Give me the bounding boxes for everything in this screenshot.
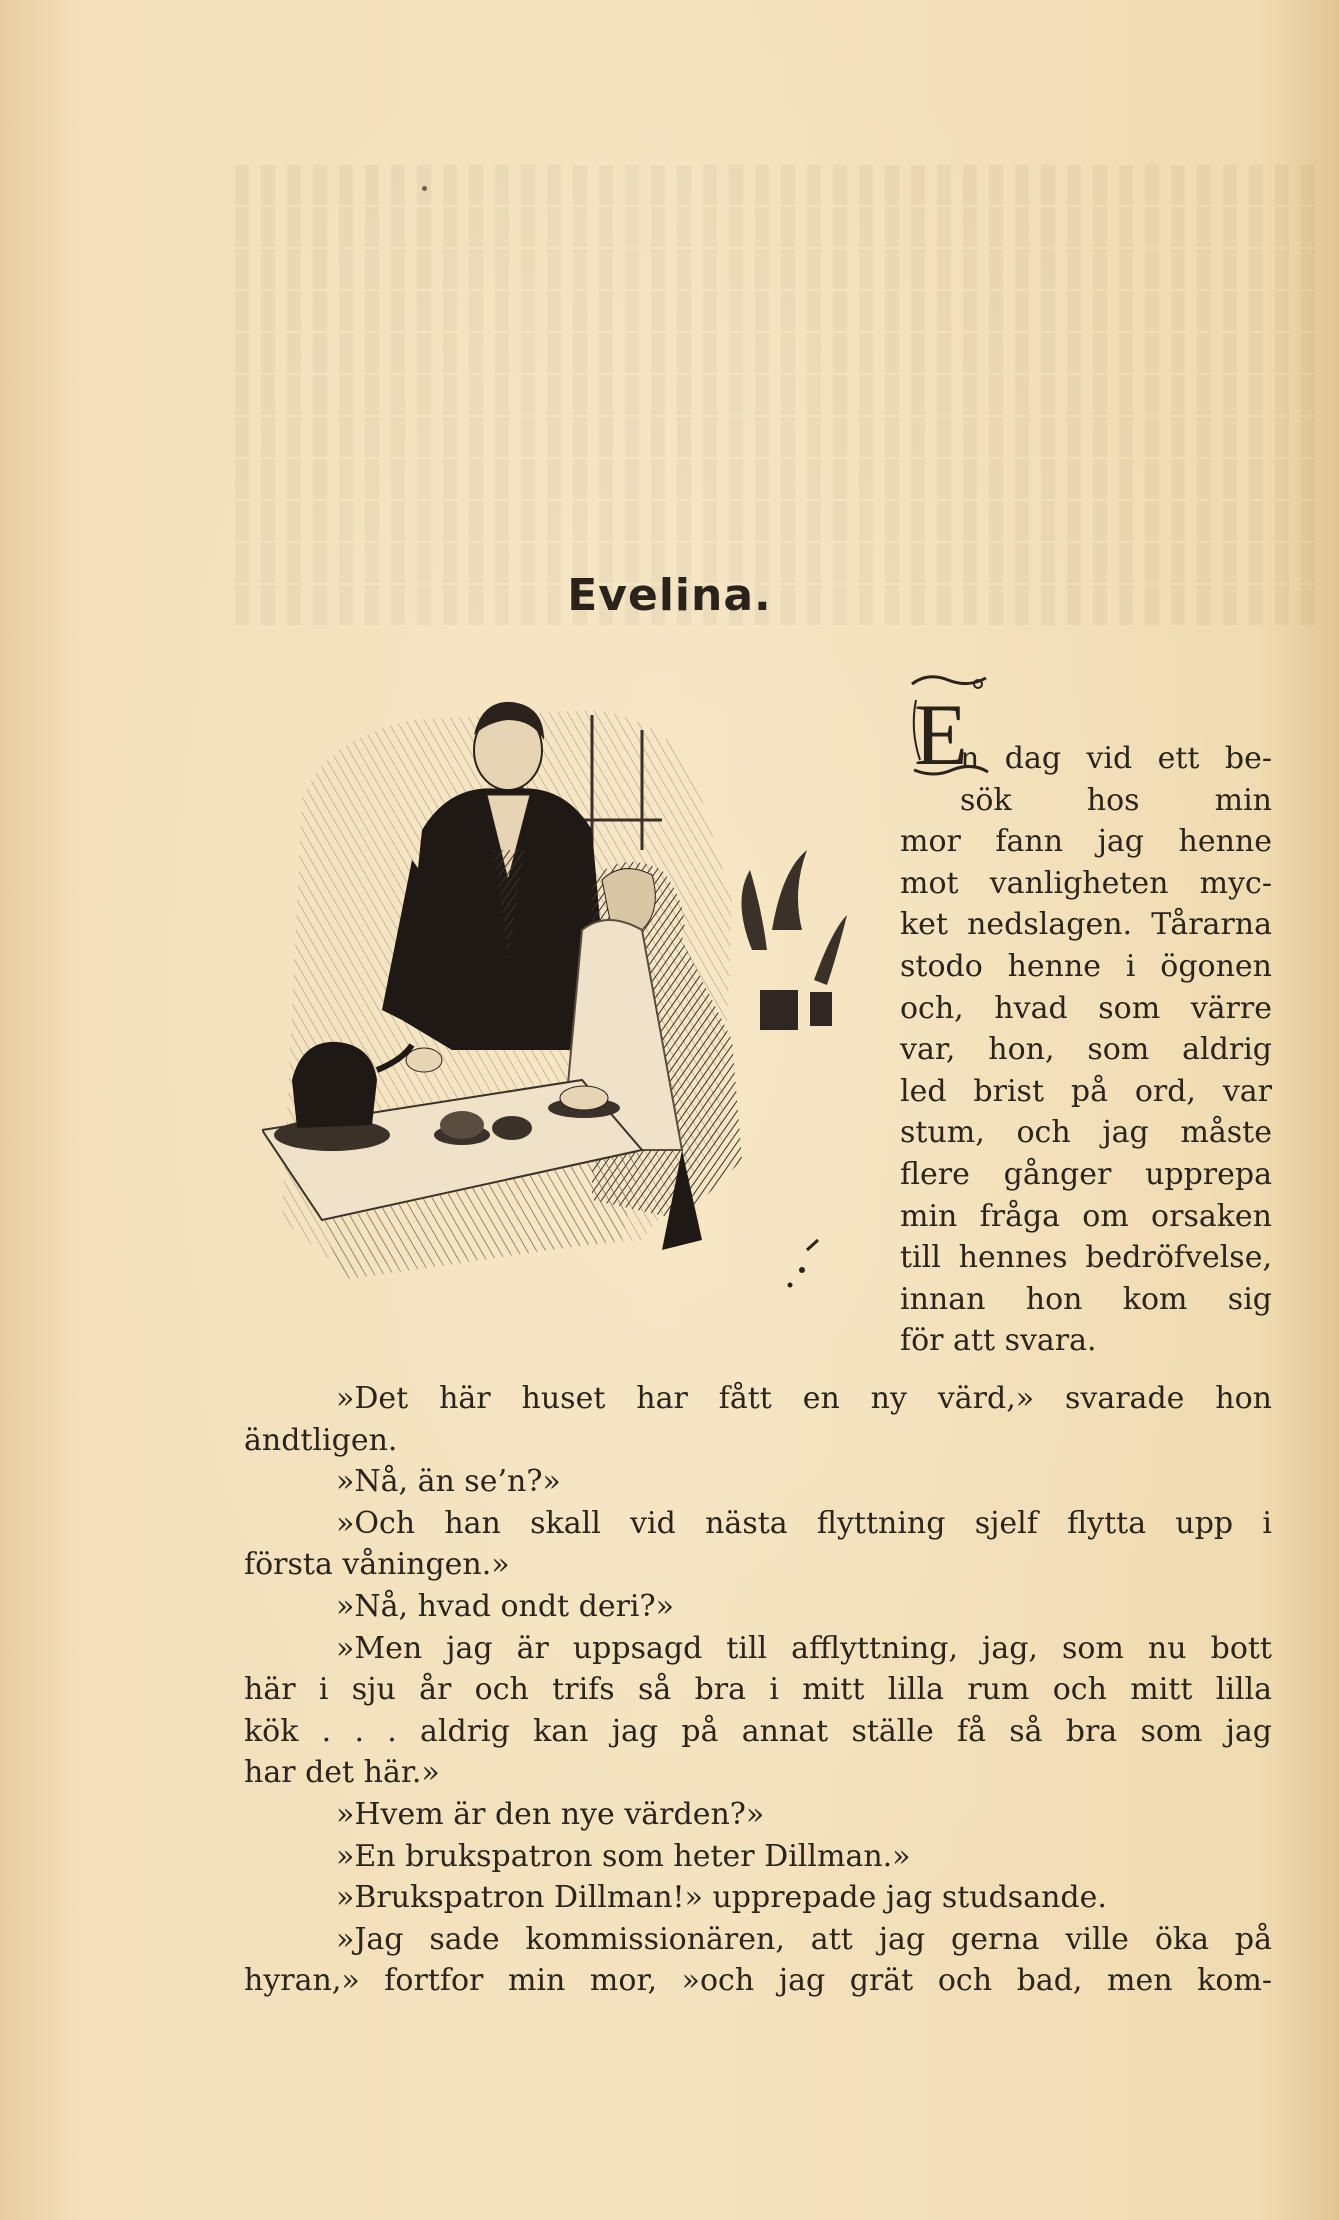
text-line: min fråga om orsaken — [900, 1198, 1272, 1234]
text-line: »En brukspatron som heter Dillman.» — [336, 1838, 911, 1874]
text-line: »Hvem är den nye värden?» — [336, 1796, 765, 1832]
text-line: stodo henne i ögonen — [900, 948, 1272, 984]
text-line: var, hon, som aldrig — [900, 1032, 1272, 1068]
text-line: ändtligen. — [244, 1422, 398, 1458]
text-line: första våningen.» — [244, 1547, 510, 1583]
text-line: till hennes bedröfvelse, — [900, 1240, 1272, 1276]
text-line: kök . . . aldrig kan jag på annat ställe få så bra som jag — [244, 1713, 1272, 1749]
text-line: stum, och jag måste — [900, 1115, 1272, 1151]
text-line: »Men jag är uppsagd till afflyttning, jag, som nu bott — [336, 1630, 1272, 1666]
text-line: »Brukspatron Dillman!» upprepade jag studsande. — [336, 1880, 1107, 1916]
text-line: för att svara. — [900, 1323, 1097, 1359]
bleed-through-text — [235, 165, 1325, 627]
chapter-title: Evelina. — [567, 570, 772, 621]
text-line: »Jag sade kommissionären, att jag gerna ville öka på — [336, 1921, 1272, 1957]
text-line: sök hos min — [960, 782, 1272, 818]
text-line: n dag vid ett be- — [960, 741, 1272, 776]
text-line: ket nedslagen. Tårarna — [900, 907, 1272, 943]
text-line: mor fann jag henne — [900, 824, 1272, 860]
text-line: hyran,» fortfor min mor, »och jag grät och bad, men kom- — [244, 1963, 1272, 1999]
text-line: »Och han skall vid nästa flyttning sjelf flytta upp i — [336, 1505, 1272, 1541]
text-line: mot vanligheten myc- — [900, 865, 1272, 901]
text-line: »Nå, än se’n?» — [336, 1464, 561, 1500]
text-line: »Nå, hvad ondt deri?» — [336, 1588, 674, 1624]
text-line: led brist på ord, var — [900, 1073, 1272, 1109]
opening-paragraph — [900, 738, 1272, 1362]
text-line: har det här.» — [244, 1755, 440, 1791]
text-line: »Det här huset har fått en ny värd,» svarade hon — [336, 1381, 1272, 1416]
potted-plants — [741, 850, 847, 1030]
engraving-illustration — [262, 680, 862, 1300]
text-line: och, hvad som värre — [900, 990, 1272, 1026]
text-line: flere gånger upprepa — [900, 1156, 1272, 1192]
text-line: här i sju år och trifs så bra i mitt lilla rum och mitt lilla — [244, 1672, 1272, 1708]
text-line: innan hon kom sig — [900, 1281, 1272, 1317]
ink-speck — [422, 186, 427, 191]
dropcap-letter: E — [914, 687, 968, 784]
dialogue-text — [244, 1378, 1272, 2002]
